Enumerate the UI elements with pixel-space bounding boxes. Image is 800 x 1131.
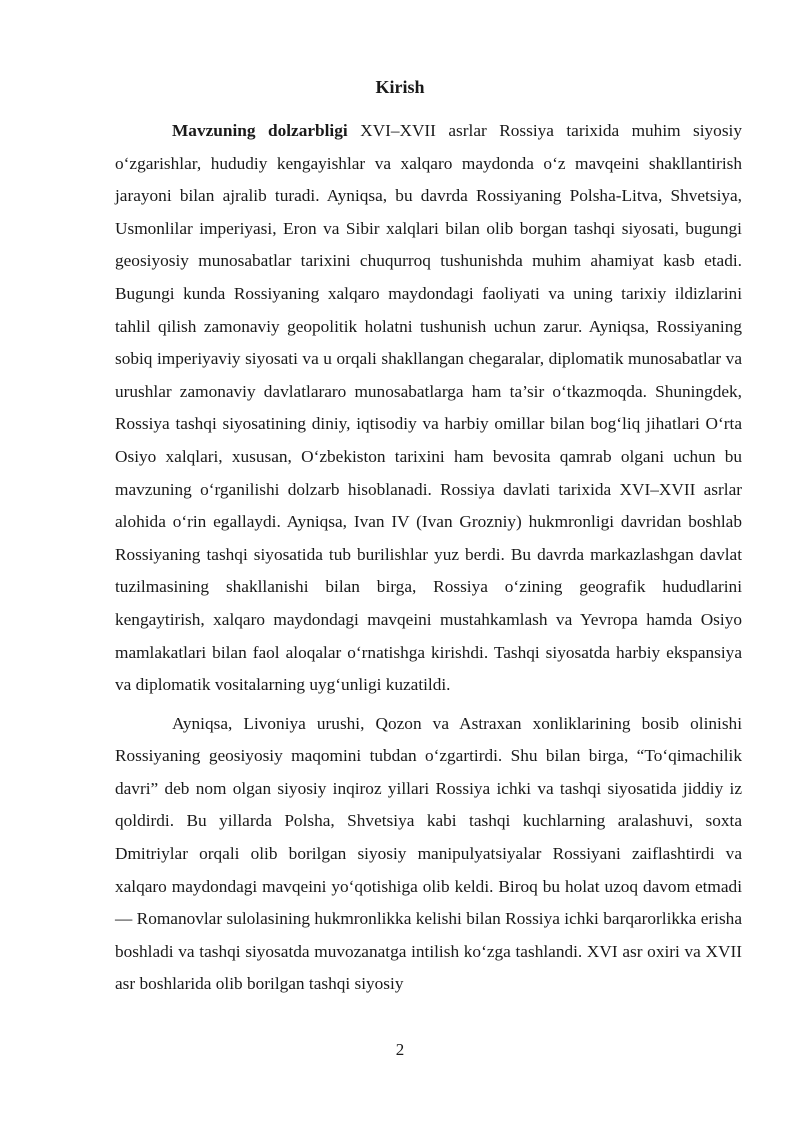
body-text: [115, 115, 742, 1001]
paragraph-1: [115, 115, 742, 702]
paragraph-text: Ayniqsa, Livoniya urushi, Qozon va Astraxan xonliklarining bosib olinishi Rossiyaning geosiyosiy maqomini tubdan o‘zgartirdi. Shu bilan birga, “To‘qimachilik davri” deb nom olgan siyosiy inqiroz yillari Rossiya ichki va tashqi siyosatida jiddiy iz qoldirdi. Bu yillarda Polsha, Shvetsiya kabi tashqi kuchlarning aralashuvi, soxta Dmitriylar orqali olib borilgan siyosiy manipulyatsiyalar Rossiyani zaiflashtirdi va xalqaro maydondagi mavqeini yo‘qotishiga olib keldi. Biroq bu holat uzoq davom etmadi — Romanovlar sulolasining hukmronlikka kelishi bilan Rossiya ichki barqarorlikka erisha boshladi va tashqi siyosatda muvozanatga intilish ko‘zga tashlandi. XVI asr oxiri va XVII asr boshlarida olib borilgan tashqi siyosiy: [115, 713, 742, 994]
paragraph-lead: Mavzuning dolzarbligi: [172, 121, 348, 140]
section-title: Kirish: [375, 77, 425, 97]
page-number: 2: [395, 1040, 405, 1059]
paragraph-2: [115, 708, 742, 1001]
paragraph-text: XVI–XVII asrlar Rossiya tarixida muhim siyosiy o‘zgarishlar, hududiy kengayishlar va xalqaro maydonda o‘z mavqeini shakllantirish jarayoni bilan ajralib turadi. Ayniqsa, bu davrda Rossiyaning Polsha-Litva, Shvetsiya, Usmonlilar imperiyasi, Eron va Sibir xalqlari bilan olib borgan tashqi siyosati, bugungi geosiyosiy munosabatlar tarixini chuqurroq tushunishda muhim ahamiyat kasb etadi. Bugungi kunda Rossiyaning xalqaro maydondagi faoliyati va uning tarixiy ildizlarini tahlil qilish zamonaviy geopolitik holatni tushunish uchun zarur. Ayniqsa, Rossiyaning sobiq imperiyaviy siyosati va u orqali shakllangan chegaralar, diplomatik munosabatlar va urushlar zamonaviy davlatlararo munosabatlarga ham ta’sir o‘tkazmoqda. Shuningdek, Rossiya tashqi siyosatining diniy, iqtisodiy va harbiy omillar bilan bog‘liq jihatlari O‘rta Osiyo xalqlari, xususan, O‘zbekiston tarixini ham bevosita qamrab olgani uchun bu mavzuning o‘rganilishi dolzarb hisoblanadi. Rossiya davlati tarixida XVI–XVII asrlar alohida o‘rin egallaydi. Ayniqsa, Ivan IV (Ivan Grozniy) hukmronligi davridan boshlab Rossiyaning tashqi siyosatida tub burilishlar yuz berdi. Bu davrda markazlashgan davlat tuzilmasining shakllanishi bilan birga, Rossiya o‘zining geografik hududlarini kengaytirish, xalqaro maydondagi mavqeini mustahkamlash va Yevropa hamda Osiyo mamlakatlari bilan faol aloqalar o‘rnatishga kirishdi. Tashqi siyosatda harbiy ekspansiya va diplomatik vositalarning uyg‘unligi kuzatildi.: [115, 121, 742, 695]
